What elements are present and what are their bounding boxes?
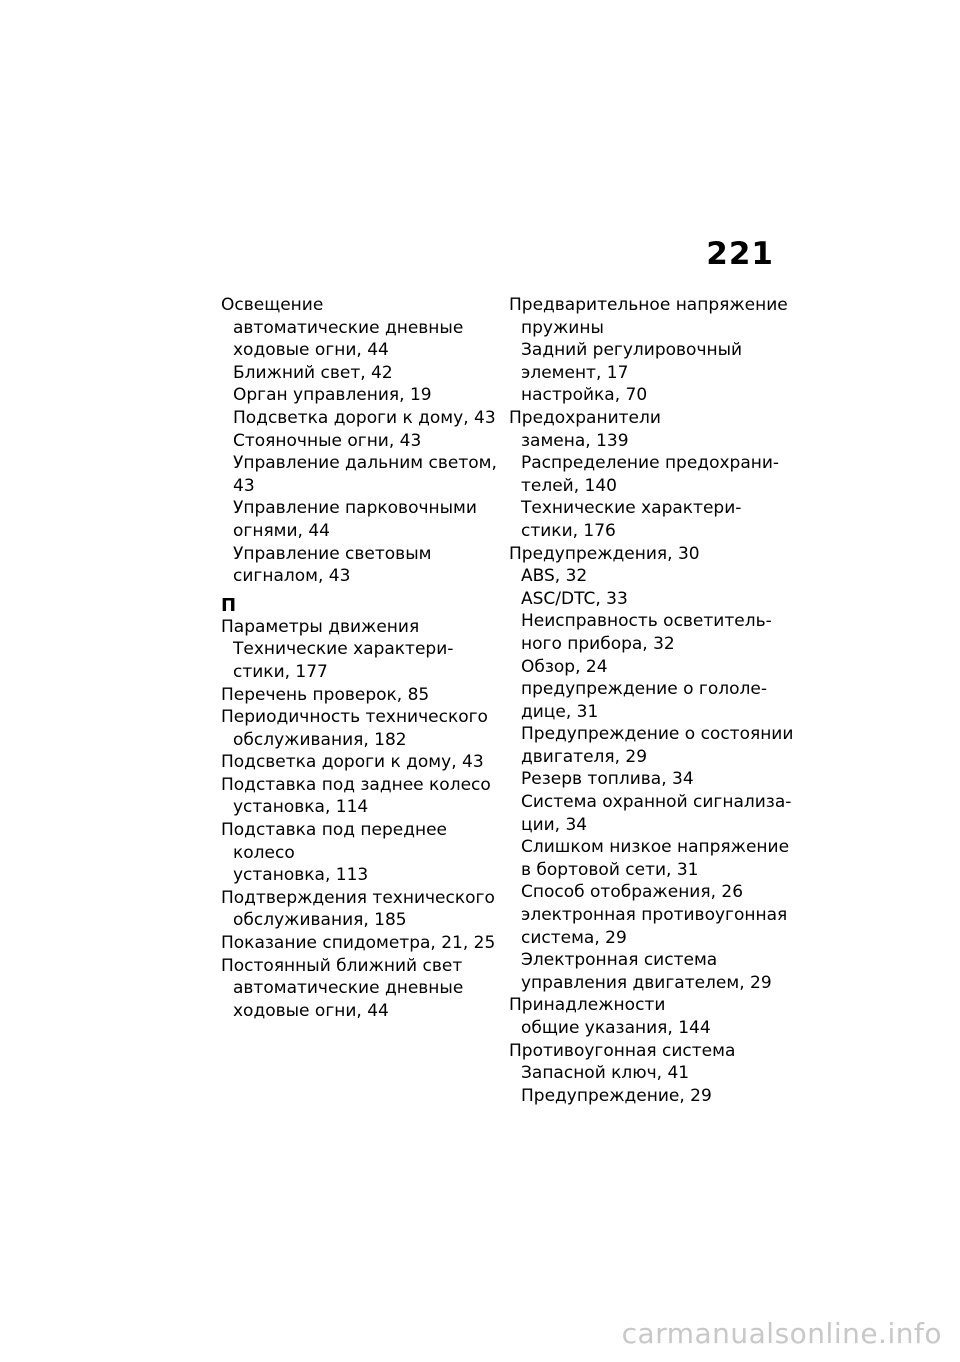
index-entry: Предварительное напряжение пружины — [509, 295, 788, 338]
index-entry: Противоугонная система — [509, 1040, 736, 1061]
index-subentry: Технические характери-стики, 177 — [233, 639, 454, 682]
index-subentry: ASC/DTC, 33 — [521, 588, 628, 609]
index-subentry: Обзор, 24 — [521, 656, 608, 677]
index-entry: Освещение — [221, 295, 324, 315]
index-subentry: Орган управления, 19 — [233, 385, 432, 406]
index-entry: Подставка под заднее колесо — [221, 774, 491, 795]
index-subentry: электронная противоугонная система, 29 — [521, 905, 788, 948]
index-column-right — [509, 294, 794, 1107]
index-subentry: установка, 113 — [233, 865, 369, 886]
page-number: 221 — [706, 236, 774, 272]
index-subentry: Система охранной сигнализа-ции, 34 — [521, 792, 792, 835]
index-subentry: Слишком низкое напряжение в бортовой сети, 31 — [521, 837, 790, 880]
index-subentry: автоматические дневные ходовые огни, 44 — [233, 978, 464, 1021]
index-entry: Подсветка дороги к дому, 43 — [221, 752, 484, 773]
index-entry: Постоянный ближний свет — [221, 955, 463, 976]
index-subentry: Резерв топлива, 34 — [521, 769, 694, 790]
index-entry: Предохранители — [509, 407, 661, 428]
index-subentry: Задний регулировочный элемент, 17 — [521, 340, 743, 383]
index-column-left — [221, 294, 506, 1022]
index-subentry: Управление парковочными огнями, 44 — [233, 498, 477, 541]
index-subentry: Управление дальним светом, 43 — [233, 453, 497, 496]
index-subentry: Стояночные огни, 43 — [233, 430, 422, 451]
index-subentry: Распределение предохрани-телей, 140 — [521, 453, 780, 496]
index-subentry: установка, 114 — [233, 797, 369, 818]
index-subentry: замена, 139 — [521, 430, 629, 451]
index-entry: Предупреждения, 30 — [509, 543, 700, 564]
index-subentry: Электронная система управления двигателем, 29 — [521, 950, 772, 993]
index-subentry: Управление световым сигналом, 43 — [233, 543, 432, 587]
index-subentry: Способ отображения, 26 — [521, 882, 744, 903]
index-subentry: Технические характери-стики, 176 — [521, 498, 742, 541]
index-subentry: Предупреждение о состоянии двигателя, 29 — [521, 724, 794, 767]
index-entry: Периодичность технического обслуживания, 182 — [221, 707, 488, 750]
index-entry: Перечень проверок, 85 — [221, 684, 430, 705]
index-subentry: предупреждение о гололе-дице, 31 — [521, 679, 767, 722]
index-subentry: Запасной ключ, 41 — [521, 1063, 690, 1084]
index-entry: Параметры движения — [221, 616, 420, 637]
index-subentry: Ближний свет, 42 — [233, 362, 393, 383]
index-entry: Принадлежности — [509, 995, 666, 1016]
index-subentry: Подсветка дороги к дому, 43 — [233, 407, 496, 428]
index-entry: Подтверждения технического обслуживания, 185 — [221, 887, 495, 931]
index-letter-heading: П — [221, 594, 237, 616]
index-entry: Показание спидометра, 21, 25 — [221, 933, 496, 954]
index-subentry: автоматические дневные ходовые огни, 44 — [233, 317, 464, 361]
index-subentry: настройка, 70 — [521, 385, 648, 406]
index-subentry: ABS, 32 — [521, 566, 588, 587]
index-subentry: общие указания, 144 — [521, 1018, 711, 1038]
index-subentry: Неисправность осветитель-ного прибора, 32 — [521, 611, 772, 654]
watermark: carmanualsonline.info — [621, 1317, 942, 1350]
index-subentry: Предупреждение, 29 — [521, 1085, 712, 1106]
index-entry: Подставка под переднее колесо — [221, 820, 447, 863]
